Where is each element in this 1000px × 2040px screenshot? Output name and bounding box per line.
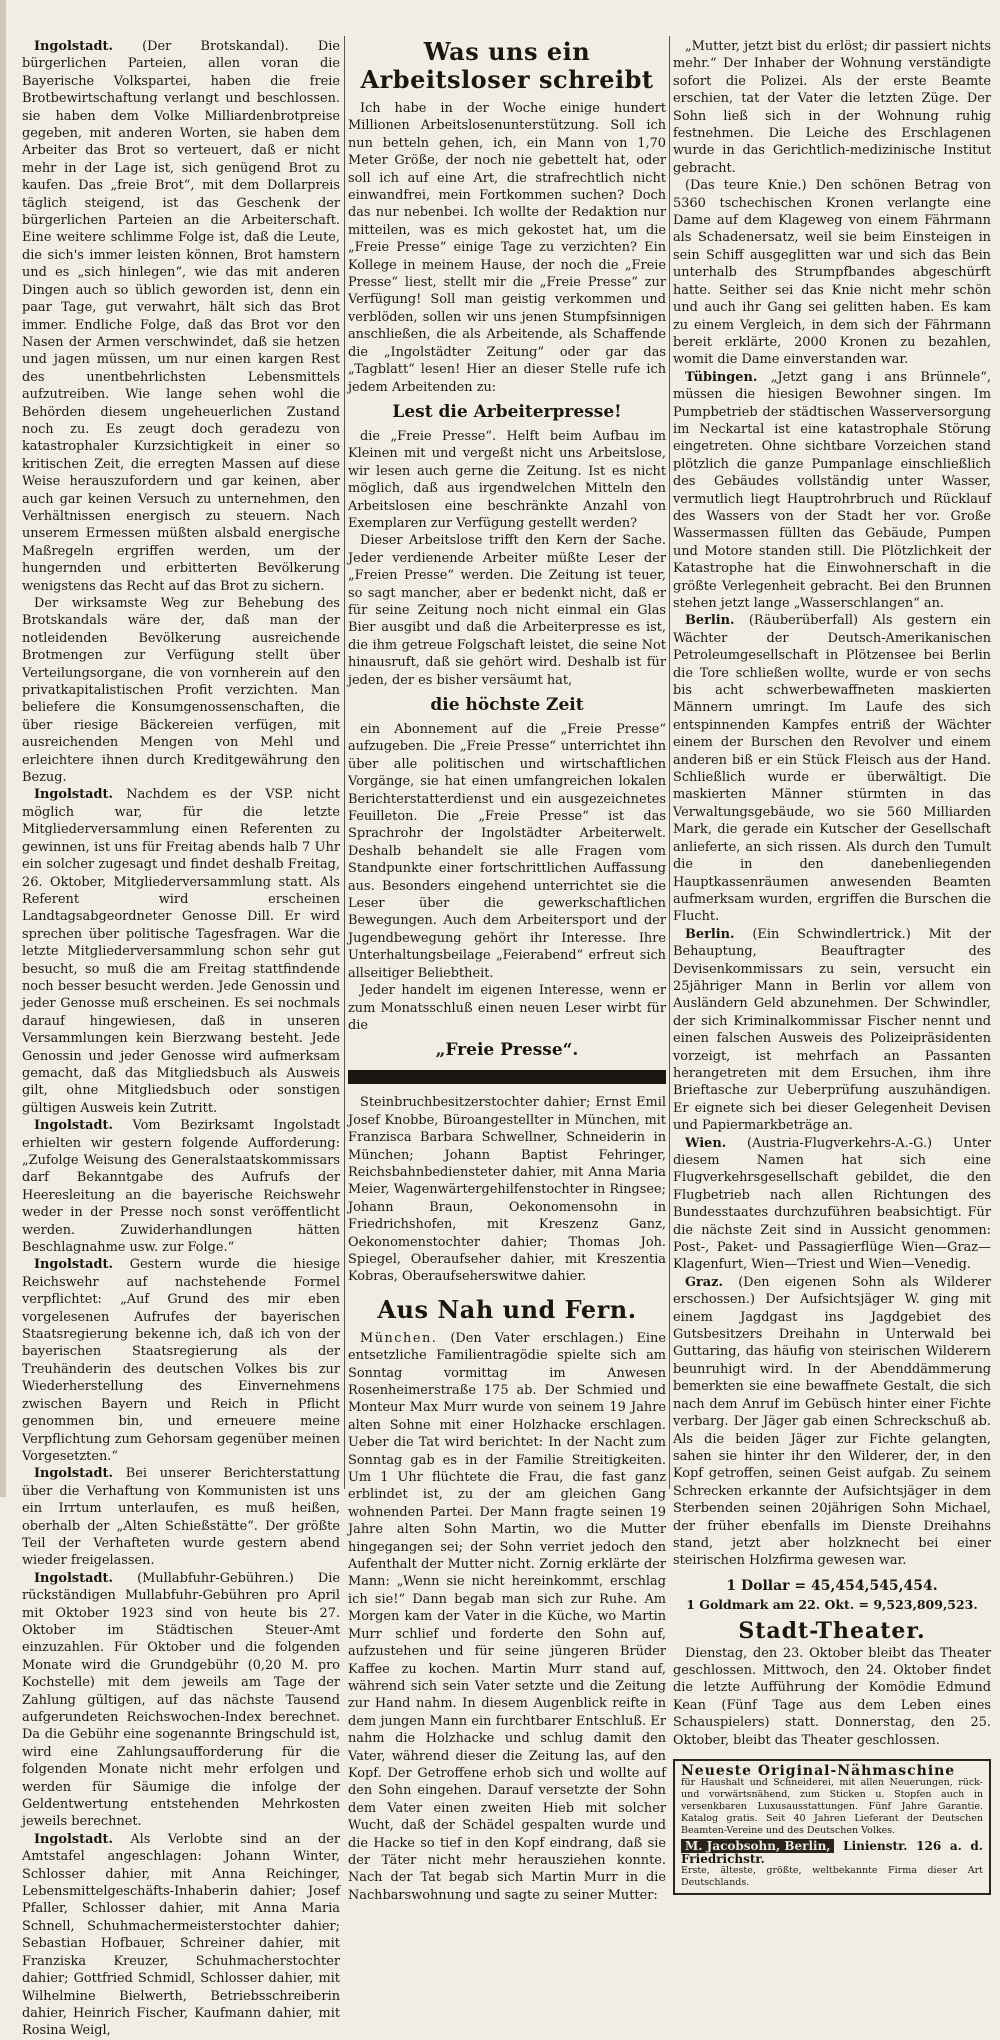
ad-firm [681, 1839, 983, 1865]
news-item [22, 1831, 340, 2040]
news-item [22, 1465, 340, 1569]
news-item [22, 1256, 340, 1465]
news-text: (Der Brotskandal). Die bürgerlichen Parteien, allen voran die Bayerische Volkspartei, haben die freie Brotbewirtschaftung verlangt und beschlossen. sie haben dem Volke Milliardenbrotpreise gegeben, mit anderen Worten, sie haben dem Arbeiter das Brot so verteuert, daß er nicht mehr in der Lage ist, sich genügend Brot zu kaufen. Das „freie Brot“, mit dem Dollarpreis täglich steigend, ist das Geschenk der bürgerlichen Parteien an die Arbeiterschaft. Eine weitere schlimme Folge ist, daß die Leute, die sich's immer leisten können, Brot hamstern und es „sich hinlegen“, wie das mit anderen Dingen auch so üblich geworden ist, denn ein paar Tage, gut verwahrt, hält sich das Brot immer. Endliche Folge, daß das Brot vor den Nasen der Armen verschwindet, daß sie hetzen und jagen müssen, um nur einen kargen Rest des unentbehrlichsten Lebensmittels aufzutreiben. Wie lange sehen wohl die Behörden diesem ungeheuerlichen Zustand noch zu. Es zeugt doch geradezu von katastrophaler Kurzsichtigkeit in einer so kritischen Zeit, die erregten Massen auf diese Weise herauszufordern und gar keinen, aber auch gar keinen Versuch zu unternehmen, den Verhältnissen energisch zu steuern. Nach unserem Ermessen müßten alsbald energische Maßregeln ergriffen werden, um der hungernden und erbitterten Bevölkerung wenigstens das Recht auf das Brot zu sichern. [22, 39, 340, 594]
news-text: (Ein Schwindlertrick.) Mit der Behauptung, Beauftragter des Devisenkommissars zu sein, versucht ein 25jähriger Mann in Berlin vor allem von Ausländern Geld abzunehmen. Der Schwindler, der sich Kriminalkommissar Fischer nennt und einen falschen Ausweis des Polizeipräsidenten vorzeigt, ist mehrfach an Passanten herangetreten mit dem Ersuchen, ihm ihre Brieftasche zur Ueberprüfung auszuhändigen. Er eignete sich bei dieser Gelegenheit Devisen und Papiermarkbeträge an. [673, 926, 991, 1134]
news-item [673, 612, 991, 925]
news-item [673, 369, 991, 613]
ad-firm-name: M. Jacobsohn, Berlin, [681, 1839, 834, 1853]
subhead-hoechste-zeit: die höchste Zeit [430, 695, 584, 715]
news-item [673, 177, 991, 368]
article-paragraph: Ich habe in der Woche einige hundert Millionen Arbeitslosenunterstützung. Soll ich nun betteln gehen, ich, ein Mann von 1,70 Meter Größe, der noch nie gebettelt hat, oder soll ich auf eine Art, die strafrechtlich nicht einwandfrei, mein Fortkommen suchen? Doch das nur nebenbei. Ich wollte der Redaktion nur mitteilen, was es mich gekostet hat, um die „Freie Presse“ einige Tage zu verzichten? Ein Kollege in meinem Hause, der noch die „Freie Presse“ liest, stellt mir die „Freie Presse“ zur Verfügung! Soll man geistig verkommen und verblöden, sollen wir uns jenen Stumpfsinnigen anschließen, die als Arbeitende, als Schaffende die „Ingolstädter Zeitung“ oder gar das „Tagblatt“ lesen! Hier an dieser Stelle rufe ich jedem Arbeitenden zu: [348, 101, 666, 395]
news-item [673, 1274, 991, 1570]
sewing-machine-ad [673, 1759, 991, 1895]
news-text: Gestern wurde die hiesige Reichswehr auf nachstehende Formel verpflichtet: „Auf Grund des mir eben vorgelesenen Aufrufes der bayerischen Staatsregierung bekenne ich, daß ich von der bayerischen Staatsregierung als der Treuhänderin des deutschen Volkes bis zur Wiederherstellung des Einvernehmens zwischen Bayern und Reich in Pflicht genommen bin, und erneuere meine Verpflichtung zum Gehorsam gegenüber meinen Vorgesetzten.“ [22, 1257, 340, 1464]
news-dateline: Ingolstadt. [34, 1118, 113, 1134]
subhead-arbeiterpresse: Lest die Arbeiterpresse! [392, 401, 622, 422]
news-text: (Mullabfuhr-Gebühren.) Die rückständigen Mullabfuhr-Gebühren pro April mit Oktober 1923 sind von heute bis 27. Oktober im Städtischen Steuer-Amt einzuzahlen. Für Oktober und die folgenden Monate wird die Grundgebühr (0,20 M. pro Kochstelle) mit dem jeweils am Tage der Zahlung gültigen, auf das nächste Tausend aufgerundeten Reichswochen-Index berechnet. Da die Gebühr eine sogenannte Bringschuld ist, wird eine Zahlungsaufforderung für die folgenden Monate nicht mehr erfolgen und werden für Säumige die infolge der Geldentwertung entstehenden Mehrkosten jeweils berechnet. [22, 1570, 340, 1830]
news-text: (Austria-Flugverkehrs-A.-G.) Unter diesem Namen hat sich eine Flugverkehrsgesellschaft gebildet, die den Flugbetrieb nach allen Richtungen des Bundesstaates durchzuführen beabsichtigt. Für die nächste Zeit sind in Aussicht genommen: Post-, Paket- und Passagierflüge Wien—Graz—Klagenfurt, Wien—Triest und Wien—Venedig. [673, 1135, 991, 1273]
news-dateline: Ingolstadt. [34, 1466, 113, 1482]
ad-body: für Haushalt und Schneiderei, mit allen Neuerungen, rück- und vorwärtsnähend, zum Sticken u. Stopfen auch in versenkbaren Luxusausstattungen. Fünf Jahre Garantie. Katalog gratis. Seit 40 Jahren Lieferant der Deutschen Beamten-Vereine und des Deutschen Volkes. [681, 1777, 983, 1836]
article-paragraph: die „Freie Presse“. Helft beim Aufbau im Kleinen mit und vergeßt nicht uns Arbeitslose, wir lesen auch gerne die Zeitung. Ist es nicht möglich, daß aus irgendwelchen Mitteln den Arbeitslosen eine beschränkte Anzahl von Exemplaren zur Verfügung gestellt werden? [348, 428, 666, 531]
goldmark-rate: 1 Goldmark am 22. Okt. = 9,523,809,523. [686, 1596, 978, 1612]
news-item [673, 1135, 991, 1274]
news-item [22, 595, 340, 786]
article-paragraph: Dieser Arbeitslose trifft den Kern der Sache. Jeder verdienende Arbeiter müßte Leser der „Freien Presse“ werden. Die Zeitung ist teuer, so sagt mancher, aber er bedenkt nicht, daß er für seine Zeitung noch nicht einmal ein Glas Bier ausgibt und daß die Arbeiterpresse es ist, die ihm getreue Folgschaft leistet, die seine Not hinausruft, daß sie gehört wird. Deshalb ist für jeden, der es bisher versäumt hat, [348, 533, 666, 688]
theater-heading: Stadt-Theater. [738, 1618, 926, 1645]
news-dateline: Berlin. [685, 613, 735, 629]
news-text: (Den Vater erschlagen.) Eine entsetzliche Familientragödie spielte sich am Sonntag vormittag im Anwesen Rosenheimerstraße 175 ab. Der Schmied und Monteur Max Murr wurde von seinem 19 Jahre alten Sohne mit einer Holzhacke erschlagen. Ueber die Tat wird berichtet: In der Nacht zum Sonntag gab es in der Familie Streitigkeiten. Um 1 Uhr flüchtete die Frau, die fast ganz erblindet ist, zu der am gleichen Gang wohnenden Partei. Der Mann fragte seinen 19 Jahre alten Sohn Martin, wo die Mutter hingegangen sei; der Sohn verriet jedoch den Aufenthalt der Mutter nicht. Zornig erklärte der Mann: „Wenn sie nicht hereinkommt, erschlag ich sie!“ Dann begab man sich zur Ruhe. Am Morgen kam der Vater in die Küche, wo Martin Murr schlief und forderte den Sohn auf, aufzustehen und für seine jüngeren Brüder Kaffee zu kochen. Martin Murr stand auf, während sich sein Vater setzte und die Zeitung zur Hand nahm. In diesem Augenblick reifte in dem jungen Mann ein furchtbarer Entschluß. Er nahm die Holzhacke und schlug damit den Vater, während dieser die Zeitung las, auf den Kopf. Der Getroffene erhob sich und wollte auf den Sohn eingehen. Darauf versetzte der Sohn dem Vater einen zweiten Hieb mit solcher Wucht, daß der Schädel gespalten wurde und die Hacke so tief in den Kopf eindrang, daß sie der Täter nicht mehr herausziehen konnte. Nach der Tat begab sich Martin Murr in die Nachbarswohnung und sagte zu seiner Mutter: [348, 1330, 666, 1903]
column-rule [669, 36, 670, 1489]
news-text: (Räuberüberfall) Als gestern ein Wächter der Deutsch-Amerikanischen Petroleumgesellschaft in Plötzensee bei Berlin die Tore schließen wollte, wurde er von sechs bis acht schwerbewaffneten maskierten Männern umringt. Im Laufe des sich entspinnenden Kampfes entriß der Wächter einem der Burschen den Revolver und einem anderen biß er ein Stück Fleisch aus der Hand. Schließlich wurde er überwältigt. Die maskierten Männer stürmten in das Verwaltungsgebäude, wo sie 560 Milliarden Mark, die gerade ein Kutscher der Gesellschaft anlieferte, an sich rissen. Als durch den Tumult die in den danebenliegenden Hauptkassenräumen anwesenden Beamten aufmerksam wurden, ergriffen die Burschen die Flucht. [673, 613, 991, 925]
news-dateline: Wien. [685, 1135, 727, 1151]
column-rule [344, 36, 345, 1489]
news-dateline: Ingolstadt. [34, 787, 113, 803]
headline-arbeitsloser: Was uns ein Arbeitsloser schreibt [360, 37, 654, 94]
news-text: Vom Bezirksamt Ingolstadt erhielten wir gestern folgende Aufforderung: „Zufolge Weisung des Generalstaatskommissars darf Bekanntgabe des Aufrufs der Heeresleitung an die bayerische Reichswehr weder in der Presse noch sonst veröffentlicht werden. Zuwiderhandlungen hätten Beschlagnahme usw. zur Folge.“ [22, 1118, 340, 1256]
news-text: Als Verlobte sind an der Amtstafel angeschlagen: Johann Winter, Schlosser dahier, mit Anna Reichinger, Lebensmittelgeschäfts-Inhaberin dahier; Josef Pfaller, Schlosser dahier, mit Anna Maria Schnell, Schuhmachermeisterstochter dahier; Sebastian Hofbauer, Schreiner dahier, mit Franziska Kreuzer, Schuhmacherstochter dahier; Gottfried Schmidl, Schlosser dahier, mit Wilhelmine Bielwerth, Betriebsschreiberin dahier, Heinrich Fischer, Kaufmann dahier, mit Rosina Weigl, [22, 1831, 340, 2039]
news-dateline: Tübingen. [685, 369, 758, 385]
news-item [22, 38, 340, 595]
news-dateline: Ingolstadt. [34, 1831, 113, 1847]
news-text: (Den eigenen Sohn als Wilderer erschossen.) Der Aufsichtsjäger W. ging mit einem Jagdgast ins Jagdgebiet des Gutsbesitzers Dreihahn in Unterwald bei Guttaring, das häufig von steirischen Wilderern beunruhigt wird. In der Abenddämmerung bemerkten sie eine bewaffnete Gestalt, die sich nach dem Anruf im Gebüsch hinter einer Fichte verbarg. Der Jäger gab einen Schreckschuß ab. Als die beiden Jäger zur Fichte gelangten, sahen sie hinter ihr den Wilderer, der, in den Kopf getroffen, seinen Geist aufgab. Zu seinem Schrecken erkannte der Aufsichtsjäger in dem Sterbenden seinen 20jährigen Sohn Michael, der früher ebenfalls im Dienste Dreihahns stand, jetzt aber holzknecht bei einer steirischen Holzfirma gewesen war. [673, 1274, 991, 1569]
black-divider-bar [348, 1070, 666, 1084]
news-text: Nachdem es der VSP. nicht möglich war, für die letzte Mitgliederversammlung einen Referenten zu gewinnen, ist uns für Freitag abends halb 7 Uhr ein solcher zugesagt und findet deshalb Freitag, 26. Oktober, Mitgliederversammlung statt. Als Referent wird erscheinen Landtagsabgeordneter Genosse Dill. Er wird sprechen über politische Tagesfragen. War die letzte Mitgliederversammlung schon sehr gut besucht, so muß die am Freitag stattfindende noch besser besucht werden. Jede Genossin und jeder Genosse muß erscheinen. Es sei nochmals darauf hingewiesen, daß in unseren Versammlungen kein Bierzwang besteht. Jede Genossin und jeder Genosse wird aufmerksam gemacht, daß das Mitgliedsbuch als Ausweis gilt, ohne Mitgliedsbuch oder sonstigen gültigen Ausweis kein Zutritt. [22, 787, 340, 1116]
section-title-nah-fern: Aus Nah und Fern. [377, 1294, 637, 1324]
article-paragraph: Jeder handelt im eigenen Interesse, wenn er zum Monatsschluß einen neuen Leser wirbt für die [348, 983, 666, 1033]
news-item [22, 1570, 340, 1831]
news-text: (Das teure Knie.) Den schönen Betrag von 5360 tschechischen Kronen verlangte eine Dame auf dem Klageweg von einem Fährmann als Schadenersatz, weil sie beim Einsteigen in sein Schiff ausgeglitten war und sich das Bein unterhalb des Strumpfbandes abgeschürft hatte. Seither sei das Knie nicht mehr schön und auch ihr Gang sei gelitten haben. Es kam zu einem Vergleich, in dem sich der Fährmann bereit erklärte, 2000 Kronen zu bezahlen, womit die Dame einverstanden war. [673, 178, 991, 368]
news-text: Bei unserer Berichterstattung über die Verhaftung von Kommunisten ist uns ein Irrtum unterlaufen, es muß heißen, oberhalb der „Alten Schießstätte“. Der größte Teil der Verhafteten wurde gestern abend wieder freigelassen. [22, 1466, 340, 1569]
column-middle [348, 37, 666, 1903]
column-right [673, 38, 991, 1888]
news-dateline: München. [360, 1330, 438, 1346]
news-item [673, 38, 991, 177]
column-local-news [22, 38, 340, 2039]
news-dateline: Berlin. [685, 926, 735, 942]
news-item [348, 1330, 666, 1904]
dollar-rate: 1 Dollar = 45,454,545,454. [726, 1577, 938, 1594]
ad-headline: Neueste Original-Nähmaschine [681, 1763, 956, 1779]
ad-address: Linienstr. 126 a. d. Friedrichstr. [681, 1839, 983, 1866]
news-dateline: Graz. [685, 1274, 723, 1290]
news-dateline: Ingolstadt. [34, 1257, 113, 1273]
news-text: Der wirksamste Weg zur Behebung des Brotskandals wäre der, daß man der notleidenden Bevölkerung ausreichende Brotmengen zur Verfügung stellt über Verteilungsorgane, die von vornherein auf den privatkapitalistischen Profit verzichten. Man beliefere die Konsumgenossenschaften, die über riesige Bäckereien verfügen, mit ausreichenden Mengen von Mehl und erleichtere ihnen durch Kreditgewährung den Bezug. [22, 596, 340, 786]
news-dateline: Ingolstadt. [34, 39, 113, 54]
ad-footer: Erste, älteste, größte, weltbekannte Firma dieser Art Deutschlands. [681, 1865, 983, 1888]
theater-notice: Dienstag, den 23. Oktober bleibt das Theater geschlossen. Mittwoch, den 24. Oktober findet die letzte Aufführung der Komödie Edmund Kean (Fünf Tage aus dem Leben eines Schauspielers) statt. Donnerstag, den 25. Oktober, bleibt das Theater geschlossen. [673, 1645, 991, 1748]
news-list [673, 38, 991, 1570]
news-item [22, 786, 340, 1117]
article-paragraph: ein Abonnement auf die „Freie Presse“ aufzugeben. Die „Freie Presse“ unterrichtet ihn über alle politischen und wirtschaftlichen Vorgänge, sie hat einen umfangreichen lokalen Berichterstatterdienst und ein ausgezeichnetes Feuilleton. Die „Freie Presse“ ist das Sprachrohr der Ingolstädter Arbeiterwelt. Deshalb behandelt sie alle Fragen vom Standpunkte einer fortschrittlichen Auffassung aus. Besonders eingehend unterrichtet sie die Leser über die gewerkschaftlichen Bewegungen. Auch dem Arbeitersport und der Jugendbewegung gehört ihr Interesse. Ihre Unterhaltungsbeilage „Feierabend“ erfreut sich allseitiger Beliebtheit. [348, 722, 666, 981]
news-text: „Jetzt gang i ans Brünnele“, müssen die hiesigen Bewohner singen. Im Pumpbetrieb der städtischen Wasserversorgung im Neckartal ist eine katastrophale Störung eingetreten. Ohne sichtbare Vorzeichen stand plötzlich die ganze Pumpanlage einschließlich des Gebäudes vollständig unter Wasser, vermutlich liegt Hauptrohrbruch und Rücklauf des Wassers von der Stadt her vor. Große Wassermassen füllten das Gebäude, Pumpen und Motore standen still. Die Plötzlichkeit der Katastrophe hat die Einwohnerschaft in die größte Verlegenheit gebracht. Bei den Brunnen stehen jetzt lange „Wasserschlangen“ an. [673, 369, 991, 611]
news-dateline: Ingolstadt. [34, 1570, 113, 1586]
news-text: „Mutter, jetzt bist du erlöst; dir passiert nichts mehr.“ Der Inhaber der Wohnung verständigte sofort die Polizei. Als der erste Beamte erschien, tat der Vater die letzten Züge. Der Sohn ließ sich in der Wohnung ruhig festnehmen. Die Leiche des Erschlagenen wurde in das Gerichtlich-medizinische Institut gebracht. [673, 39, 991, 176]
news-item [22, 1117, 340, 1256]
article-paragraph: Steinbruchbesitzerstochter dahier; Ernst Emil Josef Knobbe, Büroangestellter in München, mit Franzisca Barbara Schwellner, Schneiderin in München; Johann Baptist Fehringer, Reichsbahnbediensteter dahier, mit Anna Maria Meier, Wagenwärtergehilfenstochter in Ringsee; Johann Braun, Oekonomensohn in Friedrichshofen, mit Kreszenz Ganz, Oekonomenstochter dahier; Thomas Joh. Spiegel, Oberaufseher dahier, mit Kreszentia Kobras, Oberaufseherswitwe dahier. [348, 1095, 666, 1285]
closing-freie-presse: „Freie Presse“. [435, 1040, 579, 1061]
news-item [673, 926, 991, 1135]
